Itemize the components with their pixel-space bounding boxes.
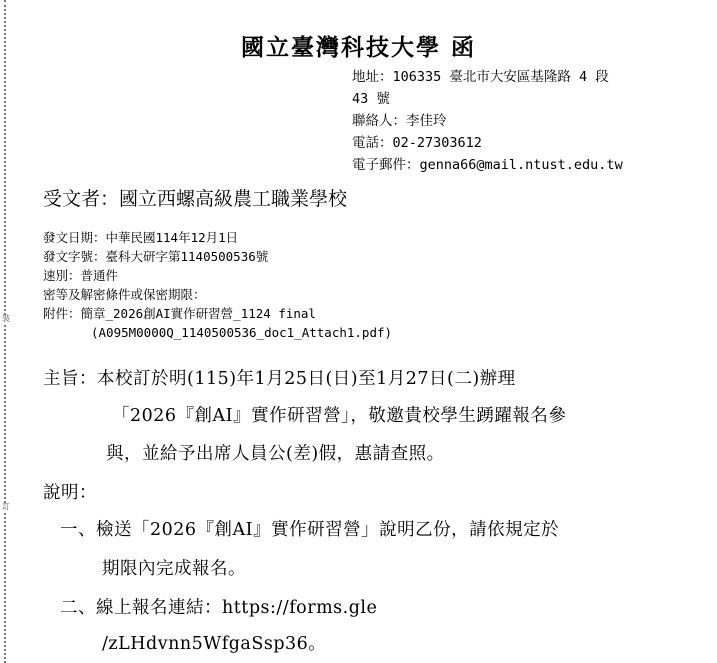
subject-line1: 主旨：本校訂於明(115)年1月25日(日)至1月27日(二)辦理	[43, 369, 516, 389]
sender-contact: 聯絡人：李佳玲	[352, 113, 447, 129]
explanation-item1-line2: 期限內完成報名。	[102, 559, 246, 579]
issue-date: 發文日期：中華民國114年12月1日	[43, 230, 239, 245]
document-number: 發文字號：臺科大研字第1140500536號	[43, 249, 269, 264]
recipient: 受文者：國立西螺高級農工職業學校	[43, 188, 348, 210]
attachment-line1: 附件：簡章_2026創AI實作研習營_1124 final	[43, 306, 316, 321]
sender-address-line2: 43 號	[352, 91, 390, 107]
explanation-item2-line1: 二、線上報名連結：https://forms.gle	[60, 598, 378, 618]
sender-phone: 電話：02-27303612	[352, 135, 482, 151]
binding-mark-bottom: 訂	[2, 502, 10, 511]
attachment-line2: (A095M0000Q_1140500536_doc1_Attach1.pdf)	[91, 325, 393, 340]
sender-address-line1: 地址：106335 臺北市大安區基隆路 4 段	[352, 69, 609, 85]
classification: 密等及解密條件或保密期限：	[43, 287, 206, 302]
subject-line3: 與，並給予出席人員公(差)假，惠請查照。	[106, 444, 445, 464]
delivery-speed: 速別：普通件	[43, 268, 119, 283]
explanation-heading: 說明：	[43, 483, 97, 503]
sender-email: 電子郵件：genna66@mail.ntust.edu.tw	[352, 157, 623, 173]
explanation-item2-line2: /zLHdvnn5WfgaSsp36。	[102, 634, 327, 654]
binding-mark-top: 裝	[2, 314, 10, 323]
document-title: 國立臺灣科技大學 函	[240, 34, 476, 61]
binding-line	[4, 0, 6, 663]
document-meta	[43, 228, 392, 342]
sender-info	[352, 66, 652, 176]
subject-line2: 「2026『創AI』實作研習營」，敬邀貴校學生踴躍報名參	[112, 406, 567, 426]
explanation-item1-line1: 一、檢送「2026『創AI』實作研習營」說明乙份，請依規定於	[60, 520, 560, 540]
